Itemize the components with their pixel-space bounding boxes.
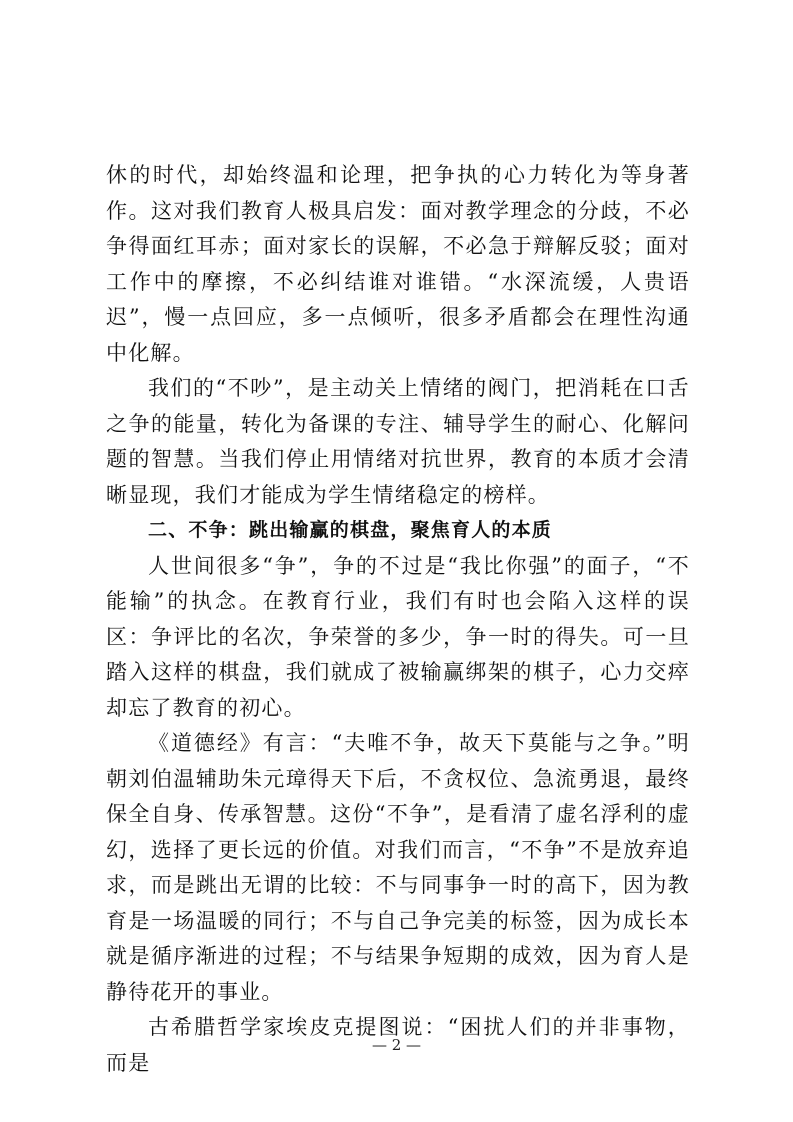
document-body bbox=[106, 158, 690, 1081]
paragraph-epictetus: 古希腊哲学家埃皮克提图说：“困扰人们的并非事物，而是 bbox=[106, 1015, 690, 1075]
paragraph-competition: 人世间很多“争”，争的不过是“我比你强”的面子，“不能输”的执念。在教育行业，我们有时也会陷入这样的误区：争评比的名次，争荣誉的多少，争一时的得失。可一旦踏入这样的棋盘，我们就成了被输赢绑架的棋子，心力交瘁却忘了教育的初心。 bbox=[106, 553, 690, 720]
paragraph-daodejing: 《道德经》有言：“夫唯不争，故天下莫能与之争。”明朝刘伯温辅助朱元璋得天下后，不贪权位、急流勇退，最终保全自身、传承智慧。这份“不争”，是看清了虚名浮利的虚幻，选择了更长远的价值。对我们而言，“不争”不是放弃追求，而是跳出无谓的比较：不与同事争一时的高下，因为教育是一场温暖的同行；不与自己争完美的标签，因为成长本就是循序渐进的过程；不与结果争短期的成效，因为育人是静待花开的事业。 bbox=[106, 731, 690, 1004]
paragraph-not-quarrel: 我们的“不吵”，是主动关上情绪的阀门，把消耗在口舌之争的能量，转化为备课的专注、辅导学生的耐心、化解问题的智慧。当我们停止用情绪对抗世界，教育的本质才会清晰显现，我们才能成为学生情绪稳定的榜样。 bbox=[106, 376, 690, 507]
paragraph-continuation: 休的时代，却始终温和论理，把争执的心力转化为等身著作。这对我们教育人极具启发：面对教学理念的分歧，不必争得面红耳赤；面对家长的误解，不必急于辩解反驳；面对工作中的摩擦，不必纠结谁对谁错。“水深流缓，人贵语迟”，慢一点回应，多一点倾听，很多矛盾都会在理性沟通中化解。 bbox=[106, 163, 690, 365]
page-number: — 2 — bbox=[371, 1036, 422, 1054]
section-heading-not-compete: 二、不争：跳出输赢的棋盘，聚焦育人的本质 bbox=[148, 519, 553, 541]
